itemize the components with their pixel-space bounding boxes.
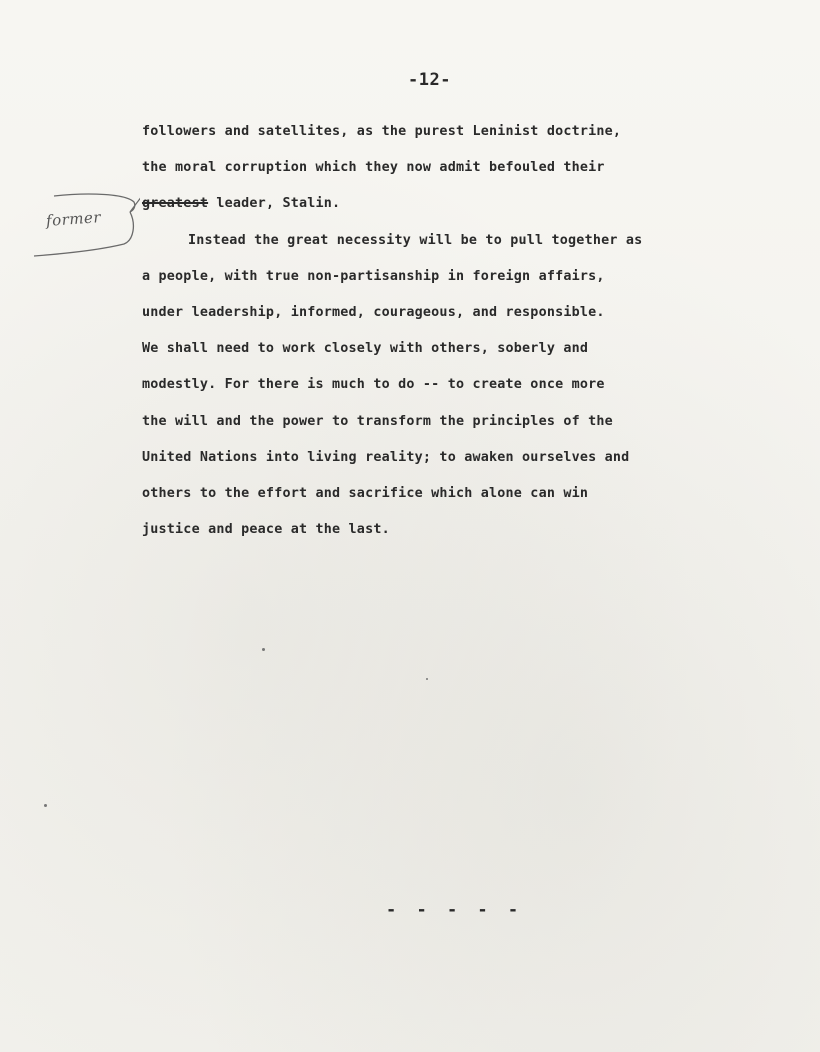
body-text [142,114,732,548]
page-number: -12- [408,70,451,90]
text-line: justice and peace at the last. [142,522,390,538]
text-line: United Nations into living reality; to awaken ourselves and [142,449,630,465]
text-line: others to the effort and sacrifice which alone can win [142,485,589,501]
end-of-document-mark: - - - - - [386,900,524,920]
struck-word: greatest [142,196,209,212]
paper-speck [426,678,428,680]
text-line: We shall need to work closely with others, soberly and [142,341,589,357]
text-line: under leadership, informed, courageous, and responsible. [142,304,605,320]
handwritten-margin-note [30,190,140,260]
text-line: the moral corruption which they now admit befouled their [142,160,605,176]
margin-note-word: former [45,208,102,230]
paper-speck [262,648,265,651]
text-line: modestly. For there is much to do -- to create once more [142,377,605,393]
text-line: a people, with true non-partisanship in foreign affairs, [142,268,605,284]
text-line: followers and satellites, as the purest Leninist doctrine, [142,124,622,139]
text-line [142,186,732,222]
paper-speck [44,804,47,807]
text-fragment: leader, Stalin. [208,196,341,212]
paragraph-first-line: Instead the great necessity will be to pull together as [188,232,643,248]
text-line: the will and the power to transform the principles of the [142,413,613,429]
